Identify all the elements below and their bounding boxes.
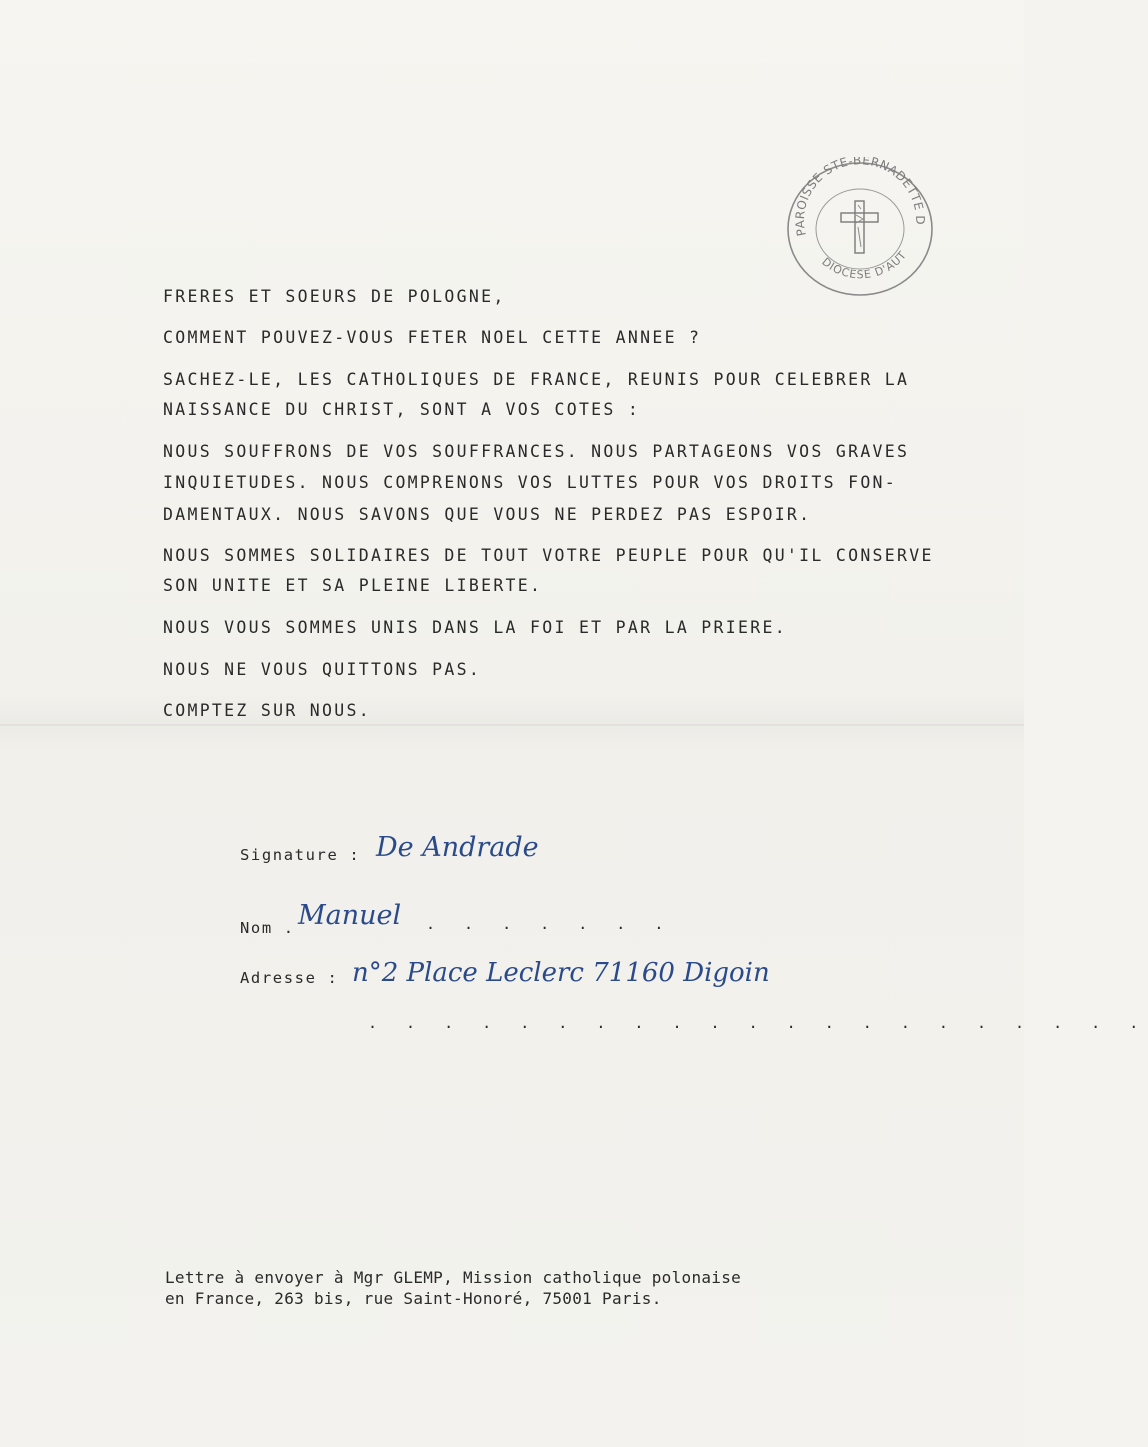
- mailing-instructions: [165, 1267, 741, 1309]
- letter-line: INQUIETUDES. NOUS COMPRENONS VOS LUTTES POUR VOS DROITS FON-: [163, 473, 898, 492]
- letter-line: NOUS SOMMES SOLIDAIRES DE TOUT VOTRE PEUPLE POUR QU'IL CONSERVE: [163, 546, 934, 565]
- letter-line: NOUS VOUS SOMMES UNIS DANS LA FOI ET PAR LA PRIERE.: [163, 618, 787, 637]
- letter-line: DAMENTAUX. NOUS SAVONS QUE VOUS NE PERDEZ PAS ESPOIR.: [163, 505, 812, 524]
- letter-line: NAISSANCE DU CHRIST, SONT A VOS COTES :: [163, 400, 641, 419]
- letter-line: SACHEZ-LE, LES CATHOLIQUES DE FRANCE, REUNIS POUR CELEBRER LA: [163, 370, 910, 389]
- signature-value: De Andrade: [376, 832, 539, 863]
- adresse-value: n°2 Place Leclerc 71160 Digoin: [352, 958, 770, 988]
- adresse-label: Adresse :: [240, 969, 339, 987]
- letter-line: COMPTEZ SUR NOUS.: [163, 701, 371, 720]
- paper-fold: [0, 724, 1024, 726]
- letter-line: COMMENT POUVEZ-VOUS FETER NOEL CETTE ANNEE ?: [163, 328, 702, 347]
- signature-label: Signature :: [240, 846, 361, 864]
- stamp-bottom-text: DIOCESE D'AUT: [819, 248, 910, 282]
- cross-icon: [841, 201, 878, 253]
- footer-line-2: en France, 263 bis, rue Saint-Honoré, 75001 Paris.: [165, 1289, 662, 1308]
- letter-line: NOUS SOUFFRONS DE VOS SOUFFRANCES. NOUS PARTAGEONS VOS GRAVES: [163, 442, 910, 461]
- nom-dots: . . . . . . .: [426, 915, 674, 933]
- nom-label: Nom .: [240, 919, 295, 937]
- footer-line-1: Lettre à envoyer à Mgr GLEMP, Mission catholique polonaise: [165, 1268, 742, 1287]
- adresse-dots: . . . . . . . . . . . . . . . . . . . . .: [368, 1014, 1148, 1032]
- letter-line: SON UNITE ET SA PLEINE LIBERTE.: [163, 576, 543, 595]
- stamp-top-text: PAROISSE STE-BERNADETTE D: [792, 157, 928, 238]
- nom-value: Manuel: [298, 900, 402, 931]
- letter-line: NOUS NE VOUS QUITTONS PAS.: [163, 660, 482, 679]
- letter-line: FRERES ET SOEURS DE POLOGNE,: [163, 287, 506, 306]
- parish-stamp: [784, 157, 934, 297]
